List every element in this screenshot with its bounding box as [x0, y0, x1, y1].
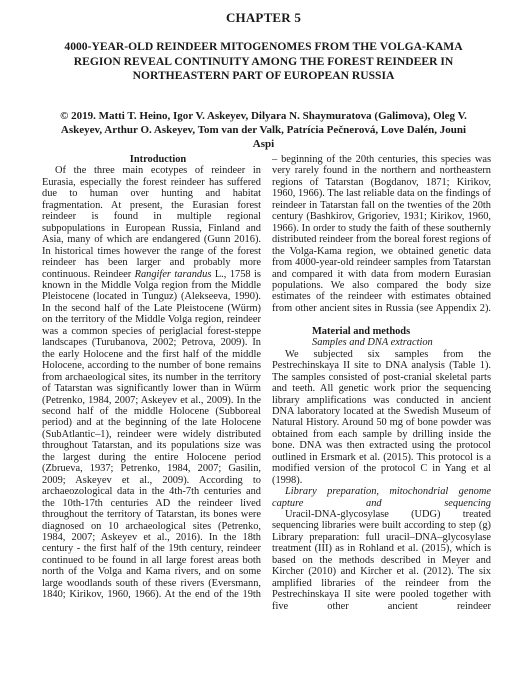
- samples-paragraph: We subjected six samples from the Pestrechinskaya II site to DNA analysis (Table 1). The samples consisted of post-cranial skeletal parts and teeth. All genetic work prior the sequencing library amplifications was conducted in ancient DNA laboratory located at the Swedish Museum of Natural History. Around 50 mg of bone powder was obtained from each sample by drilling inside the bone. DNA was then extracted using the protocol outlined in Ersmark et al. (2015). This protocol is a modified version of the protocol C in Yang et al (1998).: [272, 348, 491, 486]
- intro-paragraph: [42, 165, 261, 600]
- intro-continuation-paragraph: – beginning of the 20th centuries, this species was very rarely found in the northern and northeastern regions of Tatarstan (Bogdanov, 1871; Kirikov, 1960, 1966). The last reliable data on the findings of reindeer in Tatarstan fall on the twenties of the 20th century (Bashkirov, Grigoriev, 1931; Kirikov, 1960, 1966). In order to study the faith of these southernly distributed reindeer from the boreal forest regions of the Volga-Kama region, we obtained genetic data from 4000-year-old reindeer samples from Tatarstan and compared it with data from modern Eurasian populations. We also compared the body size estimates of the reindeer with estimates obtained from other ancient sites in Russia (see Appendix 2).: [272, 154, 491, 314]
- section-heading-methods: Material and methods: [312, 325, 411, 337]
- intro-text-part2: L., 1758 is known in the Middle Volga region from the Middle Pleistocene (located in Tunguz) (Alekseeva, 1990). In the second half of the Late Pleistocene (Würm) on the territory of the Middle Volga region, reindeer was a common species of periglacial forest-steppe landscapes (Turubanova, 2002; Petrova, 2009). In the early Holocene and the first half of the middle Holocene, according to the number of bone remains from archaeological sites, its number in the territory of Tatarstan was significantly lower than in Würm (Petrenko, 1984, 2007; Askeyev et al., 2009). In the second half of the middle Holocene (Subboreal period) and at the beginning of the late Holocene (SubAtlantic–1), reindeer were widely distributed throughout Tatarstan, and its populations size was the largest during the entire Holocene period (Zbrueva, 1937; Petrenko, 1984, 2007; Gasilin, 2009; Askeyev et al., 2009). According to archaeozological data in the 4th-7th centuries and the 10th-17th centuries AD the reindeer lived throughout the territory of Tatarstan, its bones were diagnosed on 10 archaeological sites (Petrenko, 1984, 2007; Askeyev et al., 2016). In the 18th century - the first half of the 19th century, reindeer continued to be found in all large forest areas both north of the Volga and Kama rivers, and on some large woodlands south of these rivers (Eversmann, 1840; Kirikov, 1960, 1966). At the end of the 19th: [42, 268, 261, 601]
- subheading-samples: Samples and DNA extraction: [312, 337, 433, 349]
- author-line: © 2019. Matti T. Heino, Igor V. Askeyev, Dilyara N. Shaymuratova (Galimova), Oleg V. Askeyev, Arthur O. Askeyev, Tom van der Valk, Patrícia Pečnerová, Love Dalén, Jouni Aspi: [60, 110, 467, 150]
- chapter-label: CHAPTER 5: [225, 10, 302, 25]
- chapter-title: 4000-YEAR-OLD REINDEER MITOGENOMES FROM THE VOLGA-KAMA REGION REVEAL CONTINUITY AMONG THE FOREST REINDEER IN NORTHEASTERN PART OF EUROPEAN RUSSIA: [64, 40, 463, 82]
- intro-text-part1: Of the three main ecotypes of reindeer in Eurasia, especially the forest reindeer has suffered due to human over hunting and habitat fragmentation. At present, the Eurasian forest reindeer is found in multiple regional subpopulations in European Russia, Finland and Asia, many of which are endangered (Gunn 2016). In historical times however the range of the forest reindeer has been larger and probably more continuous. Reindeer: [42, 165, 261, 280]
- species-name: Rangifer tarandus: [134, 268, 212, 280]
- library-paragraph: Uracil-DNA-glycosylase (UDG) treated sequencing libraries were built according to step (g) Library preparation: full uracil–DNA–glycosylase treatment (III) as in Rohland et al. (2015), which is based on the methods described in Meyer and Kircher (2010) and Kircher et al. (2012). The six amplified libraries of the reindeer from the Pestrechinskaya II site were pooled together with five other ancient reindeer: [272, 509, 491, 612]
- right-column: [272, 154, 491, 612]
- subheading-library: Library preparation, mitochondrial genome capture and sequencing: [272, 486, 491, 509]
- section-heading-introduction: Introduction: [129, 154, 187, 165]
- left-column: [42, 154, 261, 601]
